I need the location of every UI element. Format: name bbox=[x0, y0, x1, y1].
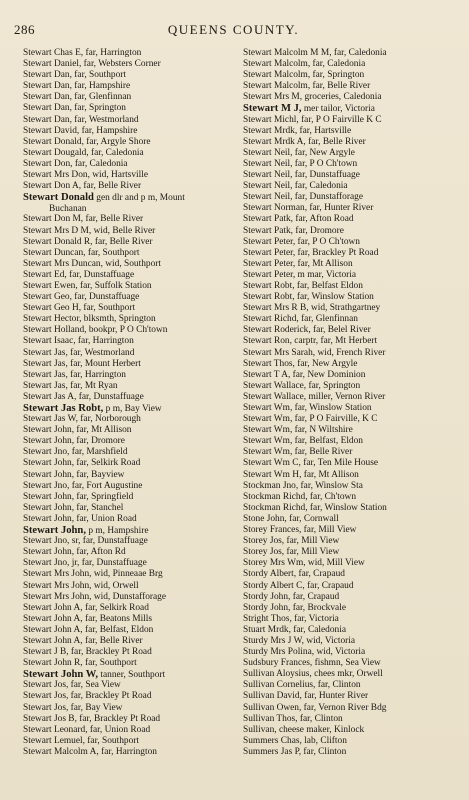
entry-text: Stewart Hector, blksmth, Springton bbox=[23, 314, 156, 325]
directory-entry bbox=[243, 48, 458, 59]
entry-text: Stewart Dan, far, Springton bbox=[23, 103, 126, 114]
directory-entry bbox=[23, 736, 238, 747]
entry-text: Stewart Roderick, far, Belel River bbox=[243, 325, 371, 336]
entry-text: Stewart Mrs John, wid, Pinneaae Brg bbox=[23, 569, 163, 580]
directory-entry bbox=[23, 680, 238, 691]
directory-entry bbox=[243, 370, 458, 381]
entry-text: Stewart Patk, far, Afton Road bbox=[243, 214, 354, 225]
left-column bbox=[23, 48, 238, 758]
entry-text: Storey Jos, far, Mill View bbox=[243, 547, 340, 558]
entry-details: mer tailor, Victoria bbox=[301, 104, 375, 115]
directory-entry bbox=[23, 547, 238, 558]
entry-text: Stewart Dan, far, Southport bbox=[23, 70, 126, 81]
entry-text: Summers Jas P, far, Clinton bbox=[243, 746, 347, 757]
directory-entry bbox=[243, 148, 458, 159]
entry-text: Stewart Dougald, far, Caledonia bbox=[23, 147, 144, 158]
directory-entry bbox=[23, 359, 238, 370]
entry-continuation: Buchanan bbox=[49, 204, 87, 215]
directory-entry bbox=[23, 237, 238, 248]
directory-entry bbox=[243, 725, 458, 736]
entry-name-bold: Stewart John, bbox=[23, 525, 86, 537]
entry-text: Stewart Don M, far, Belle River bbox=[23, 214, 144, 225]
entry-text: Stewart John, far, Union Road bbox=[23, 513, 137, 524]
directory-entry bbox=[23, 514, 238, 525]
directory-entry bbox=[23, 303, 238, 314]
entry-text: Stewart Mrs Don, wid, Hartsville bbox=[23, 170, 148, 181]
directory-entry bbox=[243, 736, 458, 747]
directory-entry bbox=[23, 403, 238, 414]
entry-text: Stewart Mrs John, wid, Dunstafforage bbox=[23, 591, 167, 602]
entry-text: Stewart Malcolm, far, Belle River bbox=[243, 81, 371, 92]
directory-entry bbox=[243, 592, 458, 603]
directory-entry bbox=[243, 81, 458, 92]
entry-text: Stewart Jos, far, Brackley Pt Road bbox=[23, 691, 152, 702]
entry-text: Stewart Jas, far, Westmorland bbox=[23, 347, 135, 358]
directory-entry bbox=[243, 525, 458, 536]
directory-entry bbox=[243, 281, 458, 292]
directory-entry bbox=[23, 137, 238, 148]
directory-entry bbox=[23, 636, 238, 647]
entry-text: Stewart Dan, far, Westmorland bbox=[23, 114, 139, 125]
entry-text: Stewart Wm, far, Belfast, Eldon bbox=[243, 436, 363, 447]
directory-entry bbox=[243, 226, 458, 237]
entry-text: Stewart Jas W, far, Norborough bbox=[23, 414, 141, 425]
directory-entry bbox=[243, 137, 458, 148]
directory-entry bbox=[243, 481, 458, 492]
directory-entry bbox=[243, 647, 458, 658]
directory-entry bbox=[23, 558, 238, 569]
entry-text: Stordy John, far, Brockvale bbox=[243, 602, 346, 613]
entry-text: Stewart John, far, Dromore bbox=[23, 436, 125, 447]
directory-entry bbox=[23, 148, 238, 159]
entry-text: Stewart Malcolm M M, far, Caledonia bbox=[243, 48, 387, 58]
directory-entry bbox=[243, 614, 458, 625]
directory-entry bbox=[243, 747, 458, 758]
directory-entry bbox=[243, 192, 458, 203]
entry-text: Stewart John, far, Afton Rd bbox=[23, 547, 126, 558]
directory-entry bbox=[243, 115, 458, 126]
directory-entry bbox=[243, 348, 458, 359]
entry-text: Stone John, far, Cornwall bbox=[243, 513, 339, 524]
directory-entry bbox=[243, 436, 458, 447]
directory-entry bbox=[23, 214, 238, 225]
directory-entry bbox=[243, 237, 458, 248]
directory-entry bbox=[23, 226, 238, 237]
entry-text: Stewart Wm, far, N Wiltshire bbox=[243, 425, 353, 436]
entry-text: Sullivan Owen, far, Vernon River Bdg bbox=[243, 702, 387, 713]
entry-name-bold: Stewart M J, bbox=[243, 103, 302, 115]
entry-text: Stewart Neil, far, Dunstaffuage bbox=[243, 170, 360, 181]
directory-entry bbox=[243, 92, 458, 103]
entry-text: Stewart John, far, Springfield bbox=[23, 491, 134, 502]
directory-entry bbox=[23, 81, 238, 92]
entry-text: Stewart Jos B, far, Brackley Pt Road bbox=[23, 713, 161, 724]
directory-entry bbox=[23, 447, 238, 458]
entry-name-bold: Stewart John W, bbox=[23, 669, 99, 681]
directory-entry bbox=[243, 126, 458, 137]
entry-text: Stewart Holland, bookpr, P O Ch'town bbox=[23, 325, 168, 336]
directory-entry bbox=[23, 325, 238, 336]
entry-text: Storey Mrs Wm, wid, Mill View bbox=[243, 558, 365, 569]
directory-entry bbox=[243, 181, 458, 192]
entry-text: Stewart Jos, far, Sea View bbox=[23, 680, 121, 691]
directory-entry bbox=[23, 92, 238, 103]
entry-text: Stewart Don, far, Caledonia bbox=[23, 158, 128, 169]
entry-text: Stordy Albert, far, Crapaud bbox=[243, 569, 345, 580]
entry-text: Stewart T A, far, New Dominion bbox=[243, 369, 366, 380]
entry-text: Stewart Peter, far, Mt Allison bbox=[243, 258, 353, 269]
directory-entry bbox=[23, 614, 238, 625]
directory-entry bbox=[243, 691, 458, 702]
directory-entry bbox=[243, 581, 458, 592]
entry-text: Stewart Jno, far, Marshfield bbox=[23, 447, 128, 458]
directory-entry bbox=[243, 325, 458, 336]
directory-entry bbox=[243, 214, 458, 225]
entry-text: Stewart Malcolm, far, Caledonia bbox=[243, 59, 366, 70]
directory-entry bbox=[23, 292, 238, 303]
entry-text: Stewart Daniel, far, Websters Corner bbox=[23, 59, 161, 70]
entry-text: Stewart Wm, far, Belle River bbox=[243, 447, 353, 458]
directory-entry bbox=[23, 647, 238, 658]
directory-entry bbox=[23, 425, 238, 436]
entry-text: Stewart Dan, far, Glenfinnan bbox=[23, 92, 132, 103]
entry-text: Stewart John A, far, Belle River bbox=[23, 635, 143, 646]
entry-text: Stewart Dan, far, Hampshire bbox=[23, 81, 131, 92]
entry-text: Stewart J B, far, Brackley Pt Road bbox=[23, 647, 152, 658]
entry-text: Sullivan Aloysius, chees mkr, Orwell bbox=[243, 669, 383, 680]
entry-text: Stewart Thos, far, New Argyle bbox=[243, 358, 358, 369]
entry-text: Stewart Patk, far, Dromore bbox=[243, 225, 344, 236]
entry-text: Stewart Neil, far, Dunstafforage bbox=[243, 192, 363, 203]
entry-text: Stewart Michl, far, P O Fairville K C bbox=[243, 114, 382, 125]
entry-text: Stewart Mrs Duncan, wid, Southport bbox=[23, 258, 162, 269]
entry-text: Stewart Duncan, far, Southport bbox=[23, 247, 140, 258]
directory-entry bbox=[23, 70, 238, 81]
entry-text: Stewart Don A, far, Belle River bbox=[23, 181, 142, 192]
entry-text: Stewart Leonard, far, Union Road bbox=[23, 724, 151, 735]
directory-entry bbox=[23, 59, 238, 70]
entry-text: Sturdy Mrs J W, wid, Victoria bbox=[243, 635, 356, 646]
directory-entry bbox=[243, 103, 458, 114]
entry-text: Sullivan Cornelius, far, Clinton bbox=[243, 680, 361, 691]
entry-text: Stewart Wallace, miller, Vernon River bbox=[243, 391, 386, 402]
directory-entry bbox=[243, 514, 458, 525]
directory-entry bbox=[23, 348, 238, 359]
directory-entry bbox=[243, 303, 458, 314]
directory-entry bbox=[23, 370, 238, 381]
directory-entry bbox=[23, 603, 238, 614]
directory-entry bbox=[23, 170, 238, 181]
entry-text: Stewart John A, far, Beatons Mills bbox=[23, 613, 153, 624]
directory-entry bbox=[23, 259, 238, 270]
page-number: 286 bbox=[14, 22, 35, 37]
directory-entry bbox=[23, 192, 238, 214]
entry-text: Stewart Mrs John, wid, Orwell bbox=[23, 580, 139, 591]
directory-entry bbox=[243, 403, 458, 414]
directory-entry bbox=[23, 569, 238, 580]
directory-entry bbox=[243, 203, 458, 214]
directory-entry bbox=[243, 447, 458, 458]
directory-entry bbox=[23, 248, 238, 259]
entry-name-bold: Stewart Donald bbox=[23, 192, 94, 204]
entry-text: Stewart Ed, far, Dunstaffuage bbox=[23, 269, 135, 280]
entry-text: Stewart Malcolm A, far, Harrington bbox=[23, 746, 157, 757]
page-title: QUEENS COUNTY. bbox=[167, 22, 300, 37]
directory-entry bbox=[243, 314, 458, 325]
entry-text: Sullivan, cheese maker, Kinlock bbox=[243, 724, 365, 735]
entry-text: Stewart Neil, far, New Argyle bbox=[243, 147, 355, 158]
directory-entry bbox=[243, 259, 458, 270]
entry-text: Stewart Jno, sr, far, Dunstaffuage bbox=[23, 536, 148, 547]
entry-text: Stewart Geo H, far, Southport bbox=[23, 303, 136, 314]
directory-entry bbox=[23, 481, 238, 492]
directory-entry bbox=[243, 292, 458, 303]
directory-entry bbox=[23, 48, 238, 59]
directory-entry bbox=[243, 359, 458, 370]
directory-entry bbox=[243, 425, 458, 436]
directory-entry bbox=[23, 747, 238, 758]
entry-text: Stewart Ewen, far, Suffolk Station bbox=[23, 280, 152, 291]
directory-entry bbox=[243, 270, 458, 281]
directory-entry bbox=[23, 503, 238, 514]
directory-entry bbox=[243, 714, 458, 725]
entry-text: Stewart Geo, far, Dunstaffuage bbox=[23, 292, 140, 303]
entry-text: Stewart Isaac, far, Harrington bbox=[23, 336, 134, 347]
directory-entry bbox=[23, 625, 238, 636]
entry-name-bold: Stewart Jas Robt, bbox=[23, 403, 104, 414]
entry-text: Stordy Albert C, far, Crapaud bbox=[243, 580, 354, 591]
directory-entry bbox=[23, 691, 238, 702]
entry-text: Stewart Neil, far, Caledonia bbox=[243, 181, 348, 192]
directory-entry bbox=[243, 458, 458, 469]
directory-entry bbox=[23, 414, 238, 425]
entry-text: Stewart Richd, far, Glenfinnan bbox=[243, 314, 358, 325]
entry-text: Stockman Richd, far, Winslow Station bbox=[243, 502, 387, 513]
entry-text: Sullivan David, far, Hunter River bbox=[243, 691, 369, 702]
entry-text: Stewart Norman, far, Hunter River bbox=[243, 203, 374, 214]
entry-text: Stewart Chas E, far, Harrington bbox=[23, 48, 142, 58]
entry-text: Stewart Ron, carptr, far, Mt Herbert bbox=[243, 336, 378, 347]
entry-details: p m, Hampshire bbox=[85, 526, 149, 537]
directory-entry bbox=[23, 314, 238, 325]
directory-entry bbox=[23, 436, 238, 447]
entry-text: Stewart Jas, far, Harrington bbox=[23, 369, 126, 380]
entry-text: Stright Thos, far, Victoria bbox=[243, 613, 339, 624]
directory-entry bbox=[23, 581, 238, 592]
directory-entry bbox=[243, 381, 458, 392]
directory-entry bbox=[243, 547, 458, 558]
entry-text: Stewart David, far, Hampshire bbox=[23, 125, 138, 136]
entry-text: Sullivan Thos, far, Clinton bbox=[243, 713, 343, 724]
directory-entry bbox=[23, 669, 238, 680]
entry-text: Stuart Mrdk, far, Caledonia bbox=[243, 624, 346, 635]
directory-entry bbox=[23, 725, 238, 736]
directory-entry bbox=[243, 470, 458, 481]
entry-text: Stewart Wm H, far, Mt Allison bbox=[243, 469, 359, 480]
directory-entry bbox=[243, 414, 458, 425]
entry-text: Stewart Mrdk, far, Hartsville bbox=[243, 125, 352, 136]
entry-text: Stewart Jas, far, Mt Ryan bbox=[23, 380, 118, 391]
entry-text: Sturdy Mrs Polina, wid, Victoria bbox=[243, 647, 366, 658]
directory-entry bbox=[23, 458, 238, 469]
directory-entry bbox=[23, 381, 238, 392]
entry-text: Stewart John, far, Selkirk Road bbox=[23, 458, 141, 469]
directory-entry bbox=[243, 159, 458, 170]
entry-text: Stewart Wm, far, Winslow Station bbox=[243, 403, 372, 413]
directory-entry bbox=[23, 270, 238, 281]
directory-entry bbox=[243, 680, 458, 691]
entry-text: Stewart Peter, far, P O Ch'town bbox=[243, 236, 360, 247]
entry-text: Stewart Robt, far, Winslow Station bbox=[243, 292, 374, 303]
directory-entry bbox=[243, 59, 458, 70]
directory-entry bbox=[243, 492, 458, 503]
entry-text: Stewart Mrdk A, far, Belle River bbox=[243, 136, 366, 147]
directory-entry bbox=[23, 103, 238, 114]
entry-text: Stewart Lemuel, far, Southport bbox=[23, 735, 140, 746]
directory-entry bbox=[23, 181, 238, 192]
entry-text: Stewart Donald, far, Argyle Shore bbox=[23, 136, 151, 147]
directory-entry bbox=[23, 525, 238, 536]
directory-entry bbox=[243, 336, 458, 347]
entry-text: Stewart Malcolm, far, Springton bbox=[243, 70, 365, 81]
entry-text: Stewart John, far, Bayview bbox=[23, 469, 125, 480]
entry-text: Summers Chas, lab, Clifton bbox=[243, 735, 347, 746]
entry-text: Stewart Mrs R B, wid, Strathgartney bbox=[243, 303, 381, 314]
directory-entry bbox=[23, 703, 238, 714]
entry-text: Stewart Mrs Sarah, wid, French River bbox=[243, 347, 386, 358]
entry-details: p m, Bay View bbox=[103, 404, 162, 414]
right-column bbox=[243, 48, 458, 758]
directory-entry bbox=[23, 159, 238, 170]
directory-entry bbox=[243, 70, 458, 81]
directory-entry bbox=[23, 126, 238, 137]
entry-text: Stewart Neil, far, P O Ch'town bbox=[243, 158, 358, 169]
entry-text: Stockman Jno, far, Winslow Sta bbox=[243, 480, 363, 491]
entry-text: Stewart Wm, far, P O Fairville, K C bbox=[243, 414, 378, 425]
entry-text: Stewart Jno, far, Fort Augustine bbox=[23, 480, 143, 491]
directory-entry bbox=[243, 625, 458, 636]
directory-entry bbox=[23, 336, 238, 347]
entry-text: Storey Frances, far, Mill View bbox=[243, 525, 357, 536]
directory-entry bbox=[243, 170, 458, 181]
directory-entry bbox=[243, 636, 458, 647]
entry-text: Stewart Donald R, far, Belle River bbox=[23, 236, 153, 247]
entry-text: Stewart Jas A, far, Dunstaffuage bbox=[23, 391, 144, 402]
entry-text: Stewart Wm C, far, Ten Mile House bbox=[243, 458, 379, 469]
directory-entry bbox=[243, 569, 458, 580]
directory-entry bbox=[243, 603, 458, 614]
directory-entry bbox=[23, 392, 238, 403]
entry-text: Stewart John A, far, Selkirk Road bbox=[23, 602, 149, 613]
entry-text: Stewart John A, far, Belfast, Eldon bbox=[23, 624, 154, 635]
entry-text: Stewart John, far, Stanchel bbox=[23, 502, 124, 513]
directory-entry bbox=[243, 703, 458, 714]
directory-entry bbox=[23, 492, 238, 503]
directory-entry bbox=[243, 658, 458, 669]
entry-text: Stewart Peter, m mar, Victoria bbox=[243, 269, 357, 280]
entry-text: Storey Jos, far, Mill View bbox=[243, 536, 340, 547]
entry-text: Stockman Richd, far, Ch'town bbox=[243, 491, 357, 502]
directory-entry bbox=[23, 470, 238, 481]
directory-entry bbox=[243, 503, 458, 514]
entry-text: Stewart Peter, far, Brackley Pt Road bbox=[243, 247, 379, 258]
directory-entry bbox=[23, 281, 238, 292]
entry-text: Stewart John, far, Mt Allison bbox=[23, 425, 132, 436]
entry-text: Stewart Mrs M, groceries, Caledonia bbox=[243, 92, 382, 103]
directory-entry bbox=[243, 248, 458, 259]
entry-details: tanner, Southport bbox=[98, 670, 166, 681]
directory-entry bbox=[23, 115, 238, 126]
entry-text: Stordy John, far, Crapaud bbox=[243, 591, 340, 602]
entry-text: Stewart Robt, far, Belfast Eldon bbox=[243, 280, 363, 291]
entry-text: Stewart Wallace, far, Springton bbox=[243, 380, 361, 391]
directory-entry bbox=[243, 536, 458, 547]
directory-entry bbox=[23, 536, 238, 547]
entry-text: Stewart Jas, far, Mount Herbert bbox=[23, 358, 141, 369]
entry-text: Stewart Mrs D M, wid, Belle River bbox=[23, 225, 156, 236]
directory-entry bbox=[23, 714, 238, 725]
directory-entry bbox=[243, 558, 458, 569]
directory-entry bbox=[23, 658, 238, 669]
page-header bbox=[14, 22, 453, 38]
directory-entry bbox=[23, 592, 238, 603]
directory-entry bbox=[243, 392, 458, 403]
entry-text: Stewart Jos, far, Bay View bbox=[23, 702, 123, 713]
directory-entry bbox=[243, 669, 458, 680]
entry-text: Stewart Jno, jr, far, Dunstaffuage bbox=[23, 558, 147, 569]
entry-text: Sudsbury Frances, fishmn, Sea View bbox=[243, 658, 381, 669]
entry-text: Stewart John R, far, Southport bbox=[23, 658, 137, 669]
entry-details: gen dlr and p m, Mount bbox=[93, 193, 185, 204]
